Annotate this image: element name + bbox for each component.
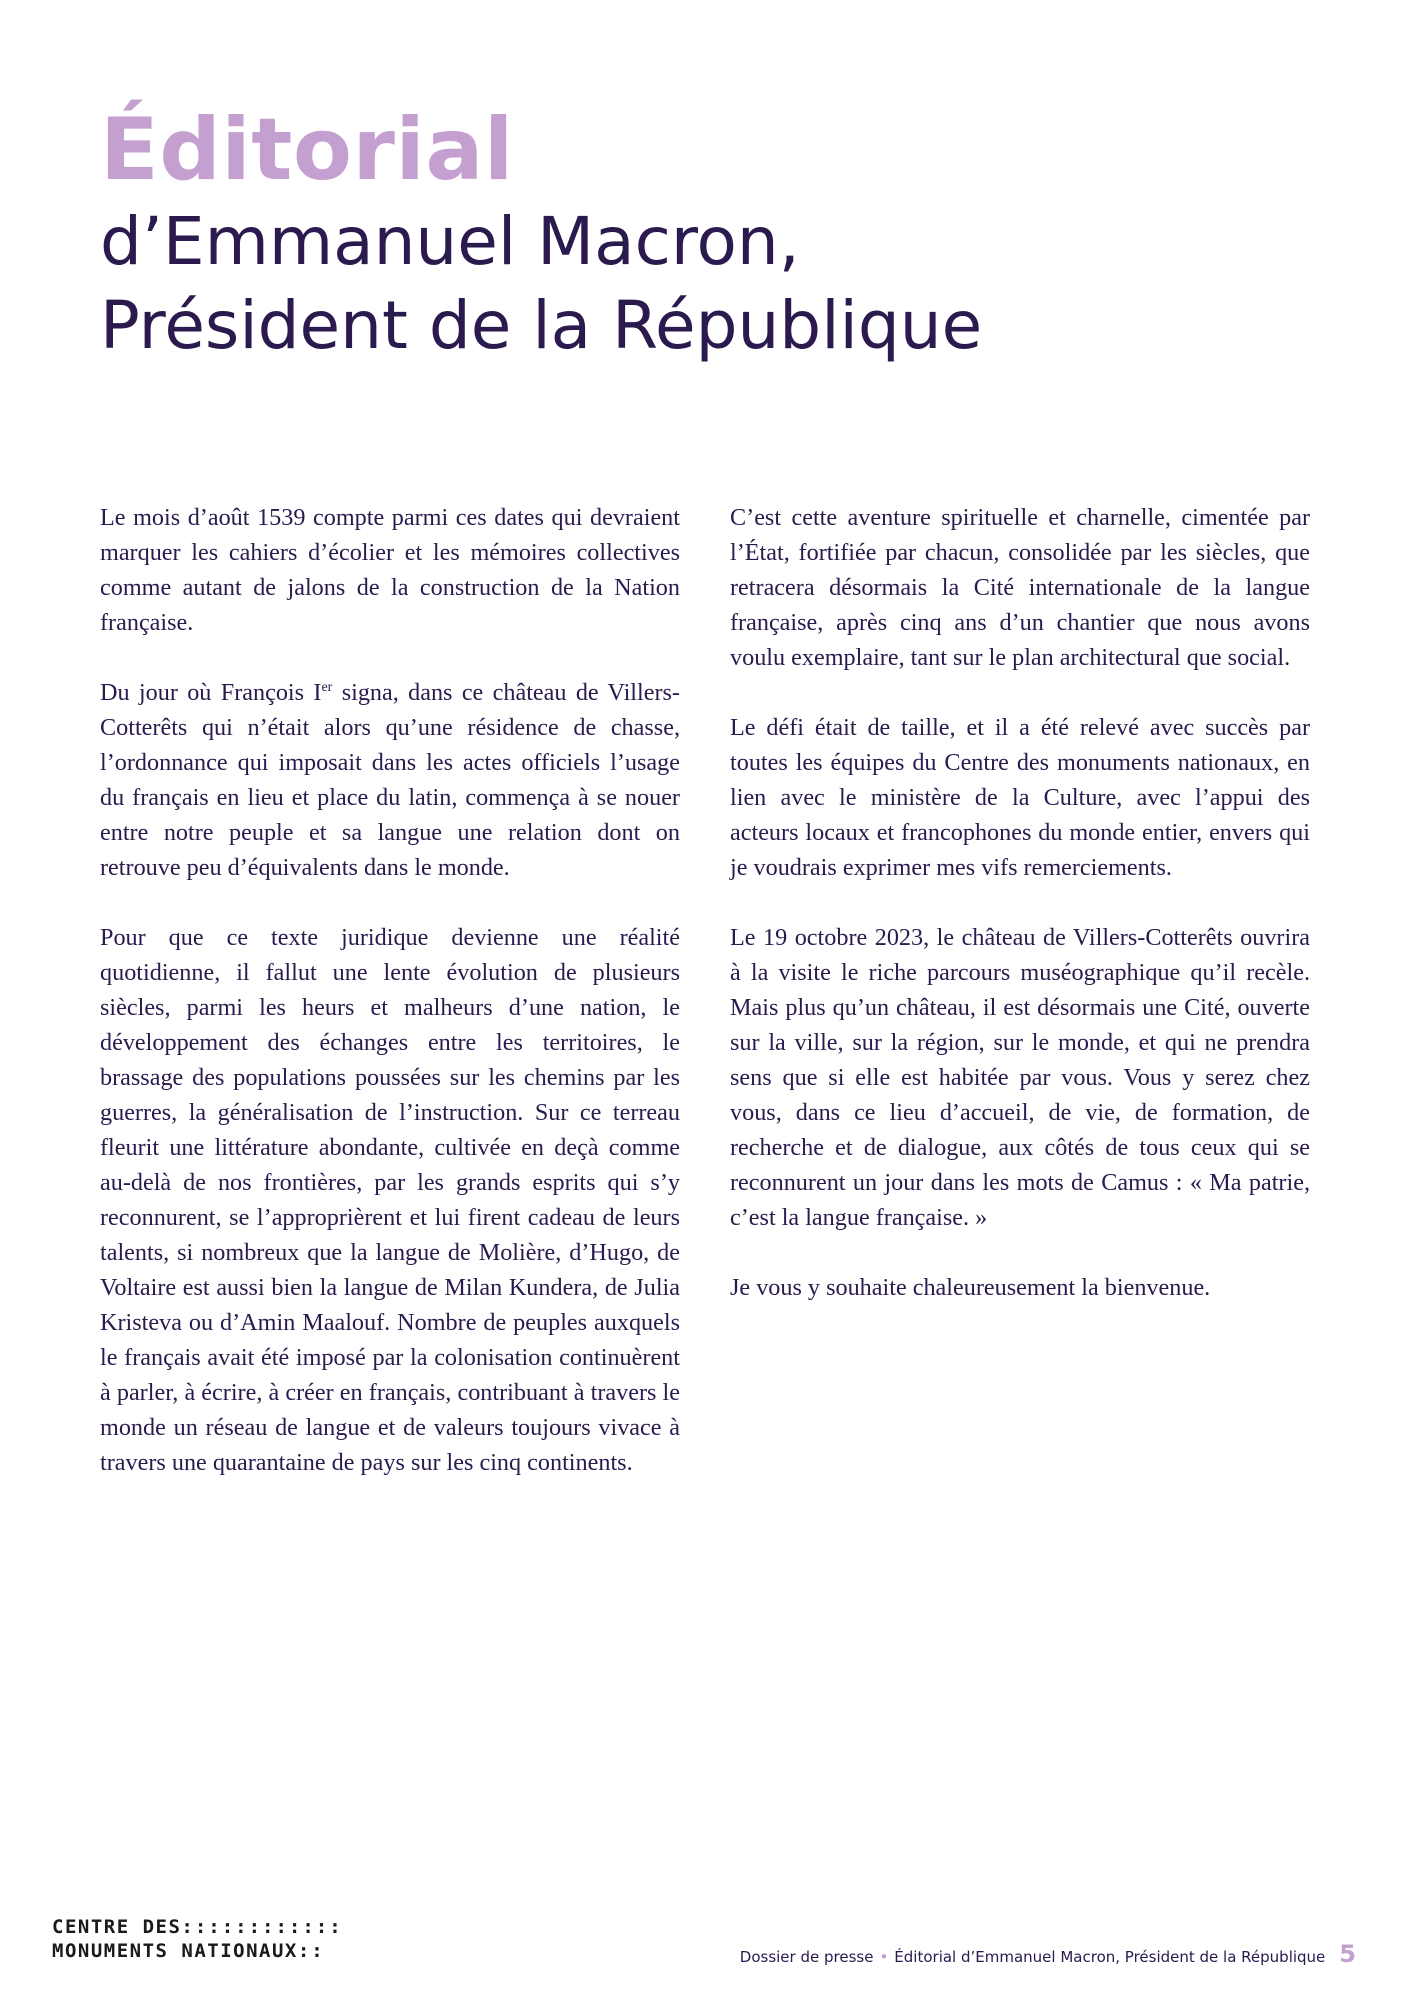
paragraph: Je vous y souhaite chaleureusement la bienvenue. [730, 1274, 1211, 1301]
paragraph-rest: signa, dans ce château de Villers-Cotterêts qui n’était alors qu’une résidence de chasse, l’ordonnance qui imposait dans les actes officiels l’usage du français en lieu et place du latin, commença à se nouer entre notre peuple et sa langue une relation dont on retrouve peu d’équivalents dans le monde. [100, 679, 680, 881]
footer-section: Éditorial d’Emmanuel Macron, Président de la République [894, 1948, 1326, 1966]
cmn-logo [52, 1915, 343, 1963]
paragraph: C’est cette aventure spirituelle et charnelle, cimentée par l’État, fortifiée par chacun, consolidée par les siècles, que retracera désormais la Cité internationale de la langue française, après cinq ans d’un chantier que nous avons voulu exemplaire, tant sur le plan architectural que social. [730, 504, 1310, 671]
paragraph: Le défi était de taille, et il a été relevé avec succès par toutes les équipes du Centre des monuments nationaux, en lien avec le ministère de la Culture, avec l’appui des acteurs locaux et francophones du monde entier, envers qui je voudrais exprimer mes vifs remerciements. [730, 714, 1310, 881]
subtitle-line-2: Président de la République [100, 287, 983, 364]
page-subtitle [100, 200, 1320, 368]
paragraph: Le mois d’août 1539 compte parmi ces dates qui devraient marquer les cahiers d’écolier et les mémoires collectives comme autant de jalons de la construction de la Nation française. [100, 504, 680, 636]
logo-dots-1: :::::::::::: [181, 1916, 343, 1938]
paragraph [100, 675, 680, 885]
logo-text-2: MONUMENTS NATIONAUX [52, 1940, 298, 1962]
subtitle-line-1: d’Emmanuel Macron, [100, 203, 800, 280]
title-block [100, 100, 1320, 368]
footer-separator: • [879, 1948, 889, 1966]
logo-line-1 [52, 1915, 343, 1939]
page-number: 5 [1339, 1940, 1356, 1968]
logo-text-1: CENTRE DES [52, 1916, 182, 1938]
logo-line-2 [52, 1939, 343, 1963]
paragraph-start: Du jour où François I [100, 679, 322, 706]
page-title: Éditorial [100, 100, 514, 200]
page-footer [740, 1940, 1356, 1968]
left-column [100, 500, 680, 1515]
paragraph: Le 19 octobre 2023, le château de Villers-Cotterêts ouvrira à la visite le riche parcours muséographique qu’il recèle. Mais plus qu’un château, il est désormais une Cité, ouverte sur la ville, sur la région, sur le monde, et qui ne prendra sens que si elle est habitée par vous. Vous y serez chez vous, dans ce lieu d’accueil, de vie, de formation, de recherche et de dialogue, aux côtés de tous ceux qui se reconnurent un jour dans les mots de Camus : « Ma patrie, c’est la langue française. » [730, 924, 1310, 1231]
logo-dots-2: :: [297, 1940, 325, 1962]
right-column [730, 500, 1310, 1340]
superscript: er [321, 679, 333, 695]
footer-label: Dossier de presse [739, 1948, 874, 1966]
paragraph: Pour que ce texte juridique devienne une réalité quotidienne, il fallut une lente évolution de plusieurs siècles, parmi les heurs et malheurs d’une nation, le développement des échanges entre les territoires, le brassage des populations poussées sur les chemins par les guerres, la généralisation de l’instruction. Sur ce terreau fleurit une littérature abondante, cultivée en deçà comme au-delà de nos frontières, par les grands esprits qui s’y reconnurent, se l’approprièrent et lui firent cadeau de leurs talents, si nombreux que la langue de Molière, d’Hugo, de Voltaire est aussi bien la langue de Milan Kundera, de Julia Kristeva ou d’Amin Maalouf. Nombre de peuples auxquels le français avait été imposé par la colonisation continuèrent à parler, à écrire, à créer en français, contribuant à travers le monde un réseau de langue et de valeurs toujours vivace à travers une quarantaine de pays sur les cinq continents. [100, 924, 680, 1476]
